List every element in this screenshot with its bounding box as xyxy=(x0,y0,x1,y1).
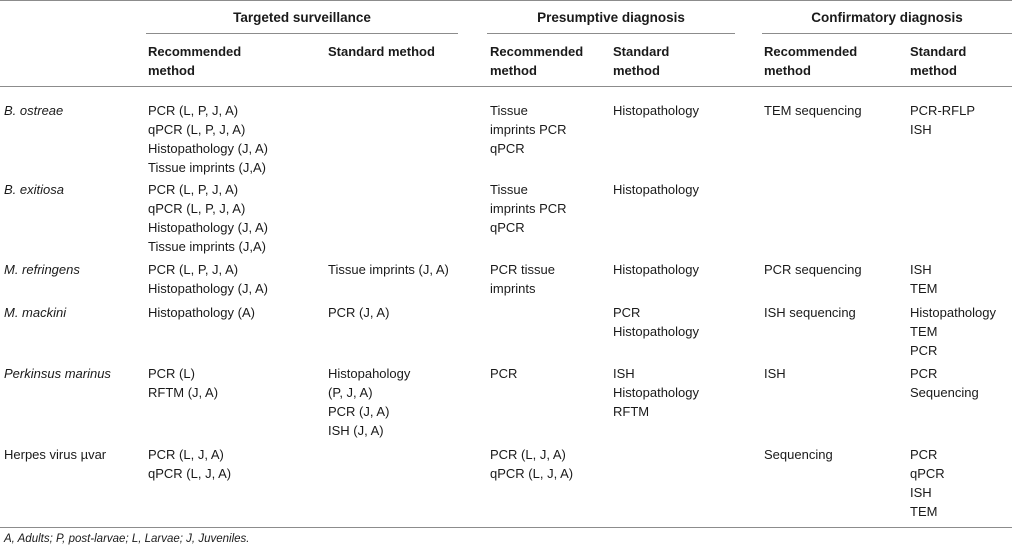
cell-line: RFTM (J, A) xyxy=(148,385,219,400)
subheader-pd-standard: Standard method xyxy=(613,44,670,78)
cell-line: Histopathology xyxy=(613,385,699,400)
species-name: Perkinsus marinus xyxy=(4,366,111,381)
cell-line: Histopathology xyxy=(613,103,699,118)
cell-line: ISH xyxy=(764,366,786,381)
cell-line: Tissue imprints (J,A) xyxy=(148,239,266,254)
cell-pd-recommended xyxy=(490,364,517,383)
cell-line: PCR (L, P, J, A) xyxy=(148,103,239,118)
cell-pd-standard xyxy=(613,260,699,279)
cell-ts-recommended xyxy=(148,101,268,177)
cell-ts-recommended xyxy=(148,445,231,483)
cell-line: PCR (L, P, J, A) xyxy=(148,182,239,197)
cell-line: PCR (L, J, A) xyxy=(490,447,566,462)
cell-line: Histopathology xyxy=(613,182,699,197)
cell-line: ISH xyxy=(910,485,932,500)
cell-cd-standard xyxy=(910,260,937,298)
cell-cd-recommended xyxy=(764,303,856,322)
cell-line: TEM xyxy=(910,281,938,296)
cell-ts-recommended xyxy=(148,180,268,256)
cell-line: PCR (L, P, J, A) xyxy=(148,262,239,277)
cell-line: qPCR (L, P, J, A) xyxy=(148,122,246,137)
cell-line: PCR xyxy=(910,366,938,381)
cell-pd-recommended xyxy=(490,101,567,158)
cell-line: imprints xyxy=(490,281,536,296)
header-targeted-surveillance: Targeted surveillance xyxy=(233,10,371,25)
cell-pd-standard xyxy=(613,364,699,421)
cell-line: qPCR xyxy=(910,466,945,481)
table-bottom-rule xyxy=(0,527,1012,528)
cell-line: Tissue xyxy=(490,103,528,118)
cell-ts-recommended xyxy=(148,303,255,322)
cell-line: PCR xyxy=(490,366,518,381)
cell-line: ISH xyxy=(613,366,635,381)
cell-pd-standard xyxy=(613,101,699,120)
cell-pd-standard xyxy=(613,180,699,199)
cell-pd-recommended xyxy=(490,180,567,237)
cell-line: PCR (L, J, A) xyxy=(148,447,224,462)
cell-line: ISH (J, A) xyxy=(328,423,384,438)
cell-line: RFTM xyxy=(613,404,650,419)
cell-line: (P, J, A) xyxy=(328,385,373,400)
subheader-ts-standard: Standard method xyxy=(328,44,435,59)
cell-cd-recommended xyxy=(764,260,862,279)
cell-pd-recommended xyxy=(490,445,573,483)
cell-line: ISH sequencing xyxy=(764,305,856,320)
species-name: Herpes virus µvar xyxy=(4,447,107,462)
subheader-cd-standard: Standard method xyxy=(910,44,967,78)
cell-cd-recommended xyxy=(764,364,786,383)
cell-ts-standard xyxy=(328,303,389,322)
table-top-rule xyxy=(0,0,1012,1)
group-rule-targeted xyxy=(146,33,458,34)
subheader-pd-recommended: Recommended method xyxy=(490,44,584,78)
cell-line: Sequencing xyxy=(764,447,833,462)
cell-line: Histopahology xyxy=(328,366,411,381)
cell-line: PCR xyxy=(910,447,938,462)
header-presumptive-diagnosis: Presumptive diagnosis xyxy=(537,10,685,25)
cell-line: Tissue imprints (J,A) xyxy=(148,160,266,175)
header-confirmatory-diagnosis: Confirmatory diagnosis xyxy=(811,10,963,25)
table-footnote: A, Adults; P, post-larvae; L, Larvae; J, Juveniles. xyxy=(4,533,250,545)
cell-line: qPCR xyxy=(490,220,525,235)
cell-line: ISH xyxy=(910,262,932,277)
species-name: B. ostreae xyxy=(4,103,64,118)
cell-line: Histopathology (J, A) xyxy=(148,141,268,156)
cell-line: Histopathology xyxy=(613,262,699,277)
subheader-cd-recommended: Recommended method xyxy=(764,44,858,78)
cell-line: Histopathology xyxy=(910,305,996,320)
cell-cd-recommended xyxy=(764,445,833,464)
cell-ts-recommended xyxy=(148,260,268,298)
cell-ts-standard xyxy=(328,364,410,440)
cell-line: Tissue imprints (J, A) xyxy=(328,262,449,277)
cell-line: Sequencing xyxy=(910,385,979,400)
group-rule-confirmatory xyxy=(762,33,1012,34)
cell-line: qPCR (L, P, J, A) xyxy=(148,201,246,216)
cell-line: qPCR (L, J, A) xyxy=(490,466,574,481)
cell-line: PCR xyxy=(910,343,938,358)
cell-line: TEM sequencing xyxy=(764,103,862,118)
cell-cd-standard xyxy=(910,101,975,139)
species-name: M. mackini xyxy=(4,305,67,320)
cell-line: Histopathology xyxy=(613,324,699,339)
cell-line: ISH xyxy=(910,122,932,137)
cell-line: Histopathology (A) xyxy=(148,305,255,320)
cell-line: qPCR (L, J, A) xyxy=(148,466,232,481)
cell-cd-standard xyxy=(910,445,945,521)
cell-line: PCR xyxy=(613,305,641,320)
group-rule-presumptive xyxy=(487,33,735,34)
cell-line: PCR-RFLP xyxy=(910,103,976,118)
cell-line: Histopathology (J, A) xyxy=(148,281,268,296)
subheader-ts-recommended: Recommended method xyxy=(148,44,242,78)
cell-line: TEM xyxy=(910,504,938,519)
cell-line: PCR (L) xyxy=(148,366,195,381)
cell-line: PCR tissue xyxy=(490,262,556,277)
cell-line: PCR (J, A) xyxy=(328,305,390,320)
species-name: B. exitiosa xyxy=(4,182,64,197)
cell-line: imprints PCR xyxy=(490,122,567,137)
cell-ts-standard xyxy=(328,260,449,279)
cell-line: imprints PCR xyxy=(490,201,567,216)
cell-cd-recommended xyxy=(764,101,862,120)
cell-line: Tissue xyxy=(490,182,528,197)
cell-ts-recommended xyxy=(148,364,218,402)
cell-cd-standard xyxy=(910,303,996,360)
cell-line: PCR sequencing xyxy=(764,262,862,277)
cell-line: Histopathology (J, A) xyxy=(148,220,268,235)
cell-line: PCR (J, A) xyxy=(328,404,390,419)
cell-line: TEM xyxy=(910,324,938,339)
cell-pd-standard xyxy=(613,303,699,341)
cell-pd-recommended xyxy=(490,260,555,298)
cell-cd-standard xyxy=(910,364,979,402)
header-bottom-rule xyxy=(0,86,1012,87)
species-name: M. refringens xyxy=(4,262,80,277)
cell-line: qPCR xyxy=(490,141,525,156)
